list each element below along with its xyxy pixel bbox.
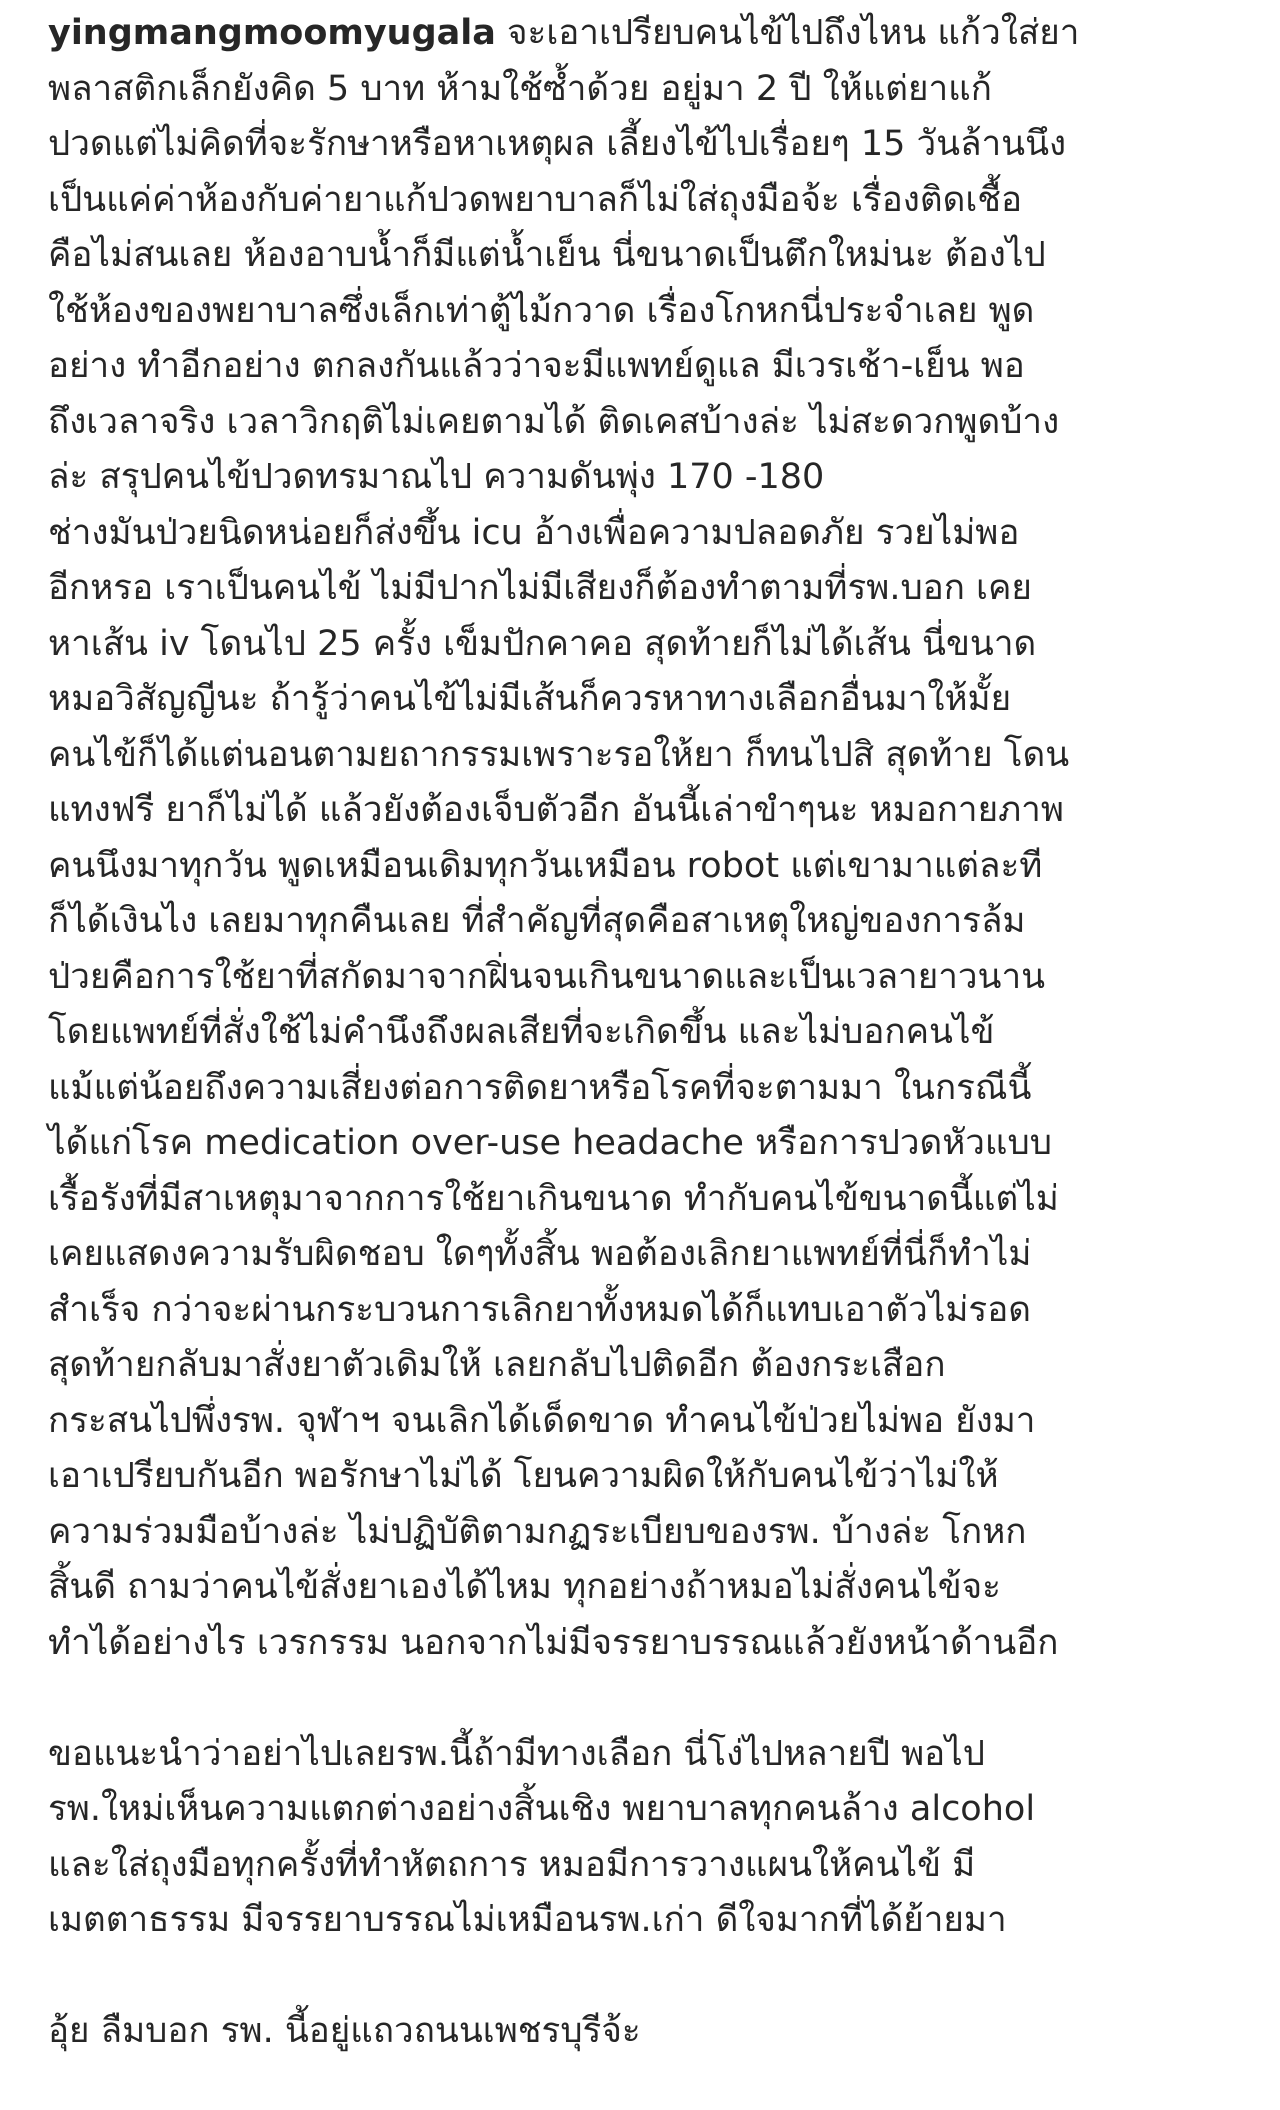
caption-line: ป่วยคือการใช้ยาที่สกัดมาจากฝิ่นจนเกินขนาดและเป็นเวลายาวนาน (48, 956, 1046, 997)
caption-line: พลาสติกเล็กยังคิด 5 บาท ห้ามใช้ซ้ำด้วย อยู่มา 2 ปี ให้แต่ยาแก้ (48, 68, 992, 109)
caption-text: จะเอาเปรียบคนไข้ไปถึงไหน แก้วใส่ยา (495, 13, 1080, 53)
caption-line: เคยแสดงความรับผิดชอบ ใดๆทั้งสิ้น พอต้องเลิกยาแพทย์ที่นี่ก็ทำไม่ (48, 1234, 1032, 1274)
caption-line: คือไม่สนเลย ห้องอาบน้ำก็มีแต่น้ำเย็น นี่ขนาดเป็นตึกใหม่นะ ต้องไป (48, 235, 1046, 275)
caption-line: รพ.ใหม่เห็นความแตกต่างอย่างสิ้นเชิง พยาบาลทุกคนล้าง alcohol (48, 1789, 1036, 1829)
caption-line: ความร่วมมือบ้างล่ะ ไม่ปฏิบัติตามกฏระเบียบของรพ. บ้างล่ะ โกหก (48, 1511, 1027, 1552)
paragraph-gap (48, 1671, 1263, 1727)
caption-line: ถึงเวลาจริง เวลาวิกฤติไม่เคยตามได้ ติดเคสบ้างล่ะ ไม่สะดวกพูดบ้าง (48, 401, 1060, 442)
caption-line: คนนึงมาทุกวัน พูดเหมือนเดิมทุกวันเหมือน robot แต่เขามาแต่ละที (48, 845, 1043, 886)
caption-line: อีกหรอ เราเป็นคนไข้ ไม่มีปากไม่มีเสียงก็ต้องทำตามที่รพ.บอก เคย (48, 568, 1032, 608)
caption-line (48, 6, 1263, 62)
caption-line: สุดท้ายกลับมาสั่งยาตัวเดิมให้ เลยกลับไปติดอีก ต้องกระเสือก (48, 1345, 946, 1385)
caption-line: ล่ะ สรุปคนไข้ปวดทรมาณไป ความดันพุ่ง 170 -180 (48, 457, 825, 497)
caption-line: และใส่ถุงมือทุกครั้งที่ทำหัตถการ หมอมีการวางแผนให้คนไข้ มี (48, 1844, 976, 1885)
caption-line: หมอวิสัญญีนะ ถ้ารู้ว่าคนไข้ไม่มีเส้นก็ควรหาทางเลือกอื่นมาให้มั้ย (48, 679, 1012, 719)
caption-line: ได้แก่โรค medication over-use headache หรือการปวดหัวแบบ (48, 1123, 1052, 1163)
caption-line: แทงฟรี ยาก็ไม่ได้ แล้วยังต้องเจ็บตัวอีก อันนี้เล่าขำๆนะ หมอกายภาพ (48, 790, 1064, 830)
caption-line: เมตตาธรรม มีจรรยาบรรณไม่เหมือนรพ.เก่า ดีใจมากที่ได้ย้ายมา (48, 1900, 1007, 1940)
caption-line: ช่างมันป่วยนิดหน่อยก็ส่งขึ้น icu อ้างเพื่อความปลอดภัย รวยไม่พอ (48, 512, 1020, 553)
caption-line: ปวดแต่ไม่คิดที่จะรักษาหรือหาเหตุผล เลี้ยงไข้ไปเรื่อยๆ 15 วันล้านนึง (48, 124, 1067, 164)
caption-line: ขอแนะนำว่าอย่าไปเลยรพ.นี้ถ้ามีทางเลือก นี่โง่ไปหลายปี พอไป (48, 1733, 986, 1774)
caption-line: โดยแพทย์ที่สั่งใช้ไม่คำนึงถึงผลเสียที่จะเกิดขึ้น และไม่บอกคนไข้ (48, 1012, 995, 1052)
caption-line: หาเส้น iv โดนไป 25 ครั้ง เข็มปักคาคอ สุดท้ายก็ไม่ได้เส้น นี่ขนาด (48, 623, 1037, 664)
username-link[interactable]: yingmangmoomyugala (48, 13, 496, 53)
post-caption (48, 6, 1263, 2060)
paragraph-gap (48, 1949, 1263, 2005)
caption-line: สำเร็จ กว่าจะผ่านกระบวนการเลิกยาทั้งหมดได้ก็แทบเอาตัวไม่รอด (48, 1289, 1031, 1330)
caption-line: เรื้อรังที่มีสาเหตุมาจากการใช้ยาเกินขนาด ทำกับคนไข้ขนาดนี้แต่ไม่ (48, 1178, 1059, 1219)
caption-line: ใช้ห้องของพยาบาลซึ่งเล็กเท่าตู้ไม้กวาด เรื่องโกหกนี่ประจำเลย พูด (48, 290, 1035, 331)
caption-line: ก็ได้เงินไง เลยมาทุกคืนเลย ที่สำคัญที่สุดคือสาเหตุใหญ่ของการล้ม (48, 901, 1026, 941)
caption-line: อุ้ย ลืมบอก รพ. นี้อยู่แถวถนนเพชรบุรีจ้ะ (48, 2011, 641, 2051)
caption-line: ทำได้อย่างไร เวรกรรม นอกจากไม่มีจรรยาบรรณแล้วยังหน้าด้านอีก (48, 1622, 1059, 1663)
caption-line: สิ้นดี ถามว่าคนไข้สั่งยาเองได้ไหม ทุกอย่างถ้าหมอไม่สั่งคนไข้จะ (48, 1567, 1001, 1607)
caption-line: เป็นแค่ค่าห้องกับค่ายาแก้ปวดพยาบาลก็ไม่ใส่ถุงมือจ้ะ เรื่องติดเชื้อ (48, 179, 1023, 220)
caption-line: แม้แต่น้อยถึงความเสี่ยงต่อการติดยาหรือโรคที่จะตามมา ในกรณีนี้ (48, 1067, 1032, 1108)
caption-line: เอาเปรียบกันอีก พอรักษาไม่ได้ โยนความผิดให้กับคนไข้ว่าไม่ให้ (48, 1456, 999, 1496)
caption-line: อย่าง ทำอีกอย่าง ตกลงกันแล้วว่าจะมีแพทย์ดูแล มีเวรเช้า-เย็น พอ (48, 346, 1025, 386)
caption-line: คนไข้ก็ได้แต่นอนตามยถากรรมเพราะรอให้ยา ก็ทนไปสิ สุดท้าย โดน (48, 734, 1070, 775)
caption-line: กระสนไปพึ่งรพ. จุฬาฯ จนเลิกได้เด็ดขาด ทำคนไข้ป่วยไม่พอ ยังมา (48, 1400, 1036, 1441)
